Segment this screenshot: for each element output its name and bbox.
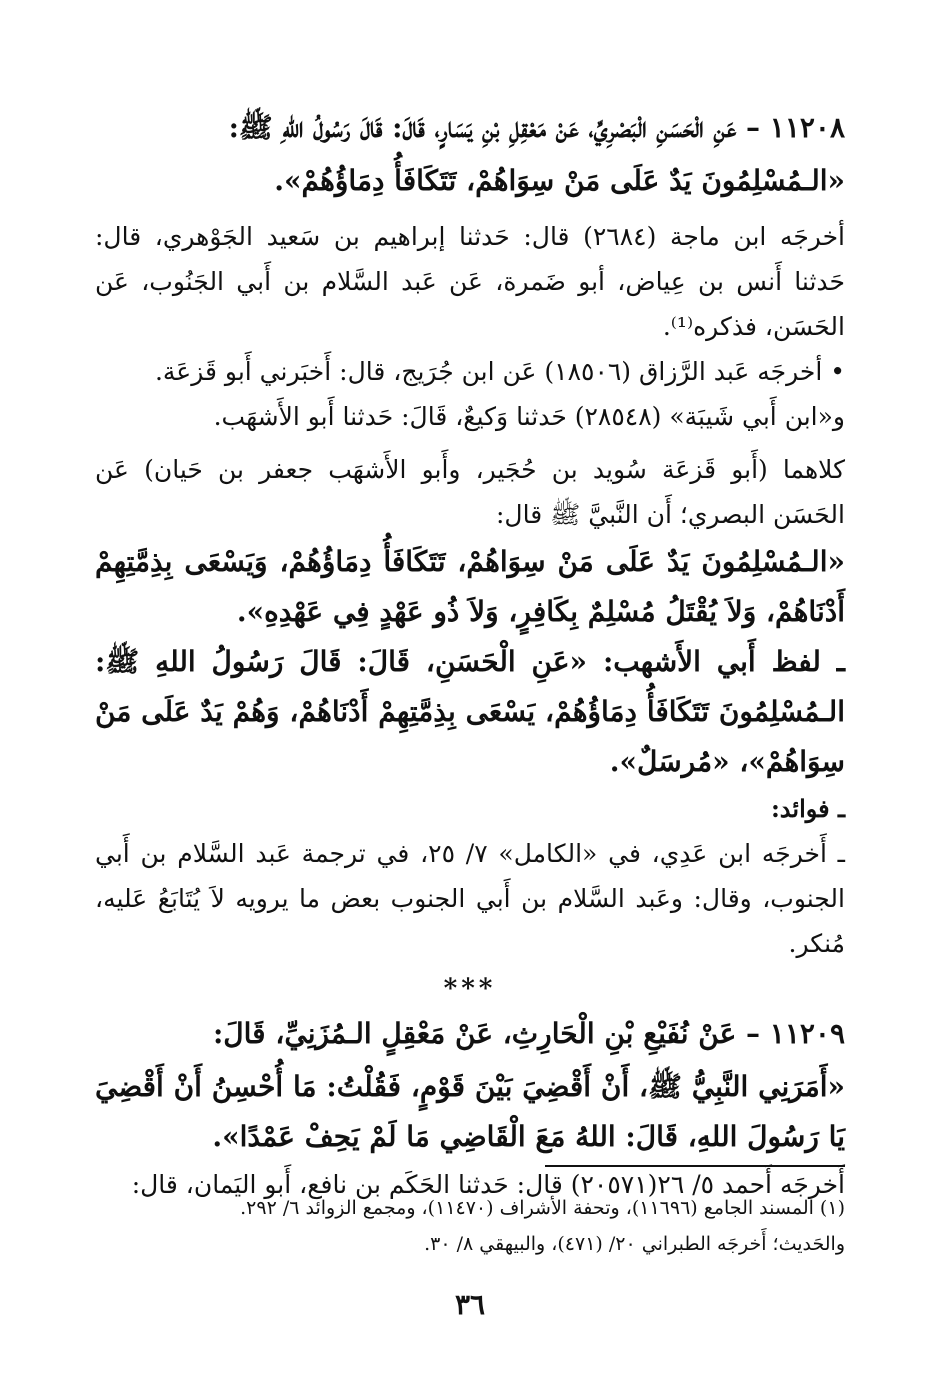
fawaid-text: ـ أَخرجَه ابن عَدِي، في «الكامل» ٧/ ٢٥، في ترجمة عَبد السَّلام بن أَبي الجنوب، وقال: وعَبد السَّلام بن أَبي الجنوب بعض ما يرويه لاَ يُتَابَعُ عَليه، مُنكر. [95,839,845,958]
hadith-1208-matn-full: «الـمُسْلِمُونَ يَدٌ عَلَى مَنْ سِوَاهُمْ، تَتَكَافَأُ دِمَاؤُهُمْ، وَيَسْعَى بِذِمَّتِهِمْ أَدْنَاهُمْ، وَلاَ يُقْتَلُ مُسْلِمٌ بِكَافِرٍ، وَلاَ ذُو عَهْدٍ فِي عَهْدِهِ». [95,545,845,628]
footnote-divider [545,1165,845,1167]
footnotes [95,1190,845,1262]
page-number: ٣٦ [454,1288,486,1321]
page-body [95,100,845,1207]
hadith-1209-takhrij: أَخرجَه أَحمد ٥/ ٢٦(٢٠٥٧١) قال: حَدثنا الحَكَم بن نافع، أَبو اليَمان، قال: [131,1170,845,1199]
takhrij-ibn-majah: أخرجَه ابن ماجة (٢٦٨٤) قال: حَدثنا إبراهيم بن سَعيد الجَوْهري، قال: حَدثنا أَنس بن عِياض، أبو ضَمرة، عَن عَبد السَّلام بن أَبي الجَنُوب، عَن الحَسَن، فذكره⁽¹⁾. [95,222,845,341]
footnote-1: (١) المسند الجامع (١١٦٩٦)، وتحفة الأشراف (١١٤٧٠)، ومجمع الزوائد ٦/ ٢٩٢. [240,1197,845,1219]
lafz-abi-al-ashhab: ـ لفظ أَبي الأَشهب: «عَنِ الْحَسَنِ، قَالَ: قَالَ رَسُولُ اللهِ ﷺ: الـمُسْلِمُونَ تَتَكَافَأُ دِمَاؤُهُمْ، يَسْعَى بِذِمَّتِهِمْ أَدْنَاهُمْ، وَهُمْ يَدٌ عَلَى مَنْ سِوَاهُمْ»، «مُرسَلٌ». [95,645,845,778]
kilahuma-text: كلاهما (أَبو قَزعَة سُويد بن حُجَير، وأَبو الأَشهَب جعفر بن حَيان) عَن الحَسَن البصري؛ أَن النَّبيَّ ﷺ قال: [95,455,845,529]
hadith-1209-heading: ١١٢٠٩ – عَنْ نُفَيْعِ بْنِ الْحَارِثِ، عَنْ مَعْقِلٍ الـمُزَنِيِّ، قَالَ: [212,1017,845,1050]
takhrij-ibn-abi-shaybah: و«ابن أَبي شَيبَة» (٢٨٥٤٨) حَدثنا وَكيعٌ، قَالَ: حَدثنا أَبو الأَشهَب. [213,402,845,431]
hadith-1208-heading: ١١٢٠٨ – عَنِ الْحَسَنِ الْبَصْرِيِّ، عَنْ مَعْقِلِ بْنِ يَسَارٍ، قَالَ: قَالَ رَسُولُ اللهِ ﷺ: [228,111,845,144]
hadith-1208-matn: «الـمُسْلِمُونَ يَدٌ عَلَى مَنْ سِوَاهُمْ، تَتَكَافَأُ دِمَاؤُهُمْ». [274,164,845,197]
fawaid-heading: ـ فوائد: [770,794,845,823]
hadith-1209-matn: «أَمَرَنِي النَّبِيُّ ﷺ، أَنْ أَقْضِيَ بَيْنَ قَوْمٍ، فَقُلْتُ: مَا أُحْسِنُ أَنْ أَقْضِيَ يَا رَسُولَ اللهِ، قَالَ: اللهُ مَعَ الْقَاضِي مَا لَمْ يَحِفْ عَمْدًا». [95,1070,845,1153]
footnote-1-continuation: والحَديث؛ أَخرجَه الطبراني ٢٠/ (٤٧١)، والبيهقي ٨/ ٣٠. [424,1233,845,1255]
section-separator: *** [443,974,497,1004]
takhrij-abd-razzaq: • أخرجَه عَبد الرَّزاق (١٨٥٠٦) عَن ابن جُرَيج، قال: أَخبَرني أَبو قَزعَة. [154,357,845,386]
